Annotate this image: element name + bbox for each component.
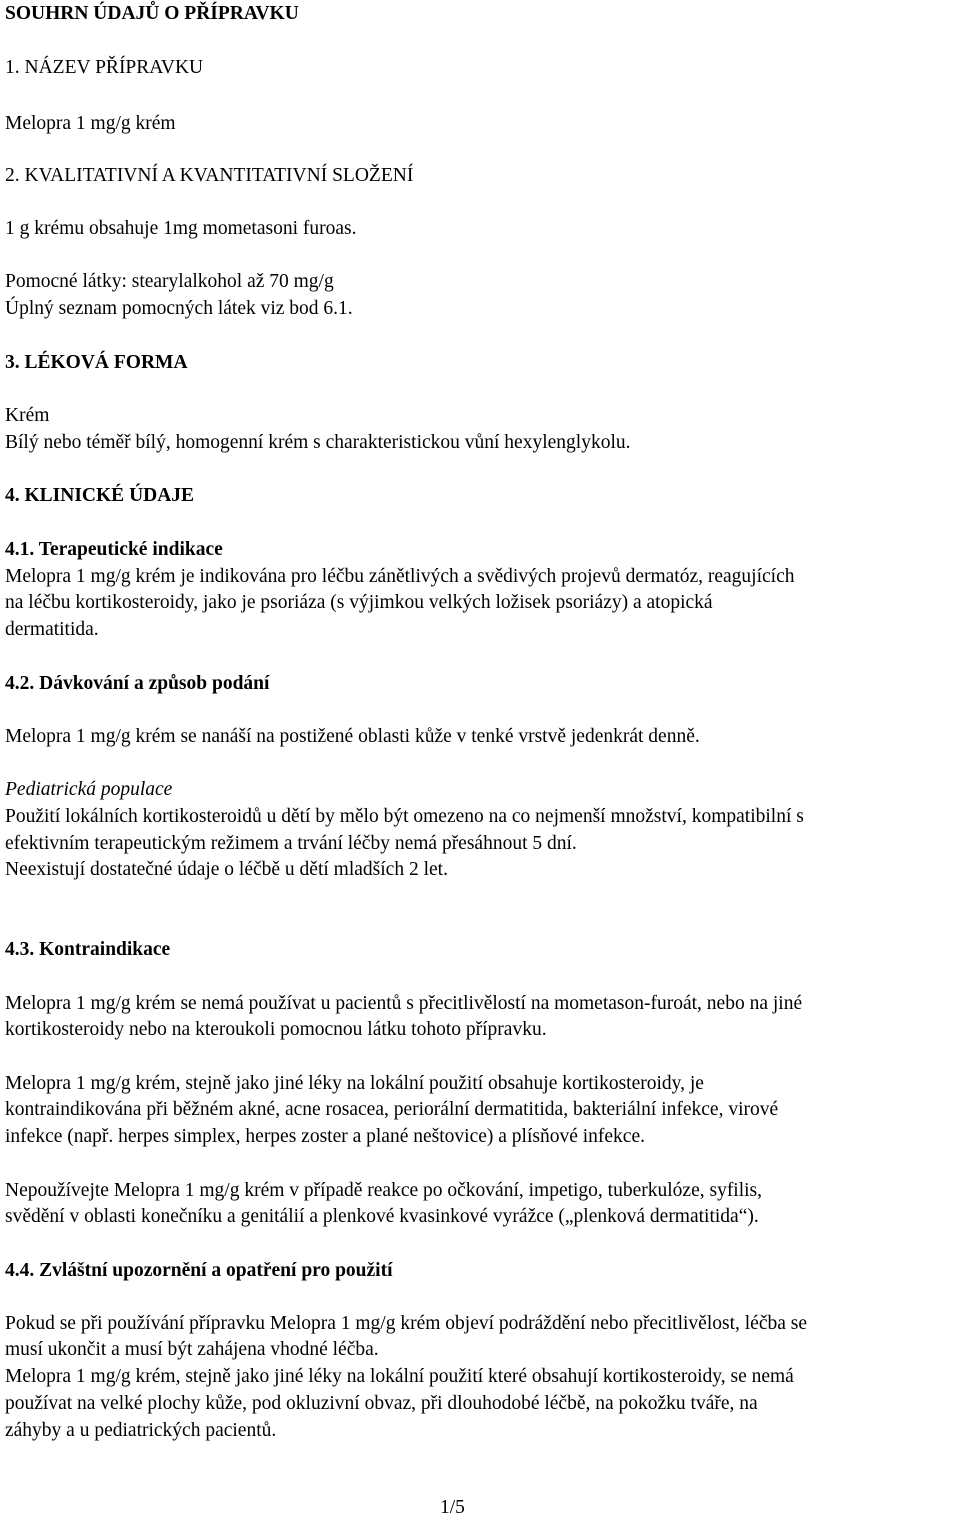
section-3-heading: 3. LÉKOVÁ FORMA bbox=[5, 352, 188, 373]
posology-line: Melopra 1 mg/g krém se nanáší na postižené oblasti kůže v tenké vrstvě jedenkrát denně. bbox=[5, 726, 700, 747]
dosage-form: Krém bbox=[5, 405, 50, 426]
composition-line: 1 g krému obsahuje 1mg mometasoni furoas. bbox=[5, 218, 357, 239]
page-number: 1/5 bbox=[440, 1497, 465, 1518]
pediatric-line: Použití lokálních kortikosteroidů u dětí by mělo být omezeno na co nejmenší množství, kompatibilní s bbox=[5, 806, 804, 827]
section-2-heading: 2. KVALITATIVNÍ A KVANTITATIVNÍ SLOŽENÍ bbox=[5, 165, 414, 186]
warnings-line: musí ukončit a musí být zahájena vhodné léčba. bbox=[5, 1339, 379, 1360]
contraindications-line: svědění v oblasti konečníku a genitálií a plenkové kvasinkové vyrážce („plenková dermatitida“). bbox=[5, 1206, 759, 1227]
indications-line: Melopra 1 mg/g krém je indikována pro léčbu zánětlivých a svědivých projevů dermatóz, reagujících bbox=[5, 566, 795, 587]
excipients-line: Pomocné látky: stearylalkohol až 70 mg/g bbox=[5, 271, 334, 292]
warnings-line: záhyby a u pediatrických pacientů. bbox=[5, 1420, 277, 1441]
contraindications-line: Melopra 1 mg/g krém se nemá používat u pacientů s přecitlivělostí na mometason-furoát, nebo na jiné bbox=[5, 993, 803, 1014]
document-title: SOUHRN ÚDAJŮ O PŘÍPRAVKU bbox=[5, 3, 299, 24]
section-4-3-heading: 4.3. Kontraindikace bbox=[5, 939, 171, 960]
indications-line: dermatitida. bbox=[5, 619, 99, 640]
excipients-reference: Úplný seznam pomocných látek viz bod 6.1. bbox=[5, 298, 353, 319]
contraindications-line: kortikosteroidy nebo na kteroukoli pomocnou látku tohoto přípravku. bbox=[5, 1019, 547, 1040]
warnings-line: používat na velké plochy kůže, pod okluzivní obvaz, při dlouhodobé léčbě, na pokožku tváře, na bbox=[5, 1393, 758, 1414]
section-1-heading: 1. NÁZEV PŘÍPRAVKU bbox=[5, 57, 204, 78]
contraindications-line: Melopra 1 mg/g krém, stejně jako jiné léky na lokální použití obsahuje kortikosteroidy, je bbox=[5, 1073, 704, 1094]
contraindications-line: Nepoužívejte Melopra 1 mg/g krém v případě reakce po očkování, impetigo, tuberkulóze, syfilis, bbox=[5, 1180, 763, 1201]
section-4-heading: 4. KLINICKÉ ÚDAJE bbox=[5, 485, 195, 506]
pediatric-line: efektivním terapeutickým režimem a trvání léčby nemá přesáhnout 5 dní. bbox=[5, 833, 577, 854]
section-4-2-heading: 4.2. Dávkování a způsob podání bbox=[5, 673, 270, 694]
product-name: Melopra 1 mg/g krém bbox=[5, 113, 176, 134]
indications-line: na léčbu kortikosteroidy, jako je psoriáza (s výjimkou velkých ložisek psoriázy) a atopická bbox=[5, 592, 713, 613]
warnings-line: Pokud se při používání přípravku Melopra 1 mg/g krém objeví podráždění nebo přecitlivělost, léčba se bbox=[5, 1313, 807, 1334]
section-4-4-heading: 4.4. Zvláštní upozornění a opatření pro použití bbox=[5, 1260, 393, 1281]
pediatric-line: Neexistují dostatečné údaje o léčbě u dětí mladších 2 let. bbox=[5, 859, 448, 880]
dosage-form-description: Bílý nebo téměř bílý, homogenní krém s charakteristickou vůní hexylenglykolu. bbox=[5, 432, 631, 453]
warnings-line: Melopra 1 mg/g krém, stejně jako jiné léky na lokální použití které obsahují kortikosteroidy, se nemá bbox=[5, 1366, 794, 1387]
section-4-1-heading: 4.1. Terapeutické indikace bbox=[5, 539, 223, 560]
contraindications-line: infekce (např. herpes simplex, herpes zoster a plané neštovice) a plísňové infekce. bbox=[5, 1126, 645, 1147]
contraindications-line: kontraindikována při běžném akné, acne rosacea, periorální dermatitida, bakteriální infekce, virové bbox=[5, 1099, 779, 1120]
pediatric-heading: Pediatrická populace bbox=[5, 779, 173, 800]
